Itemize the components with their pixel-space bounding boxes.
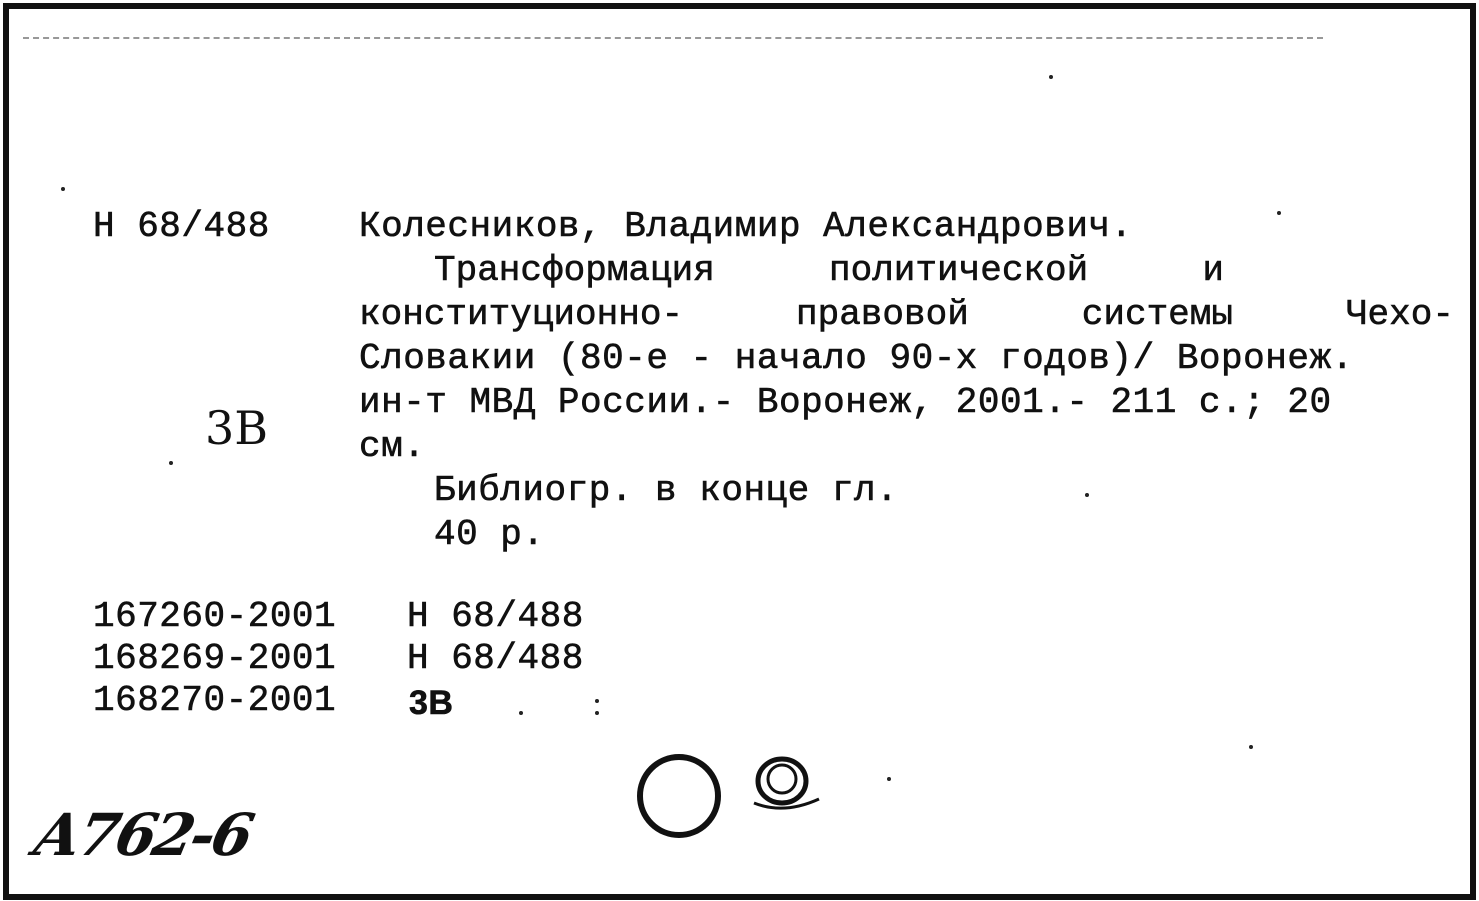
inventory-number: 167260-2001 <box>93 596 337 637</box>
title-word: политической <box>829 250 1089 291</box>
stamp-circle <box>640 757 718 835</box>
bibliography-note: Библиогр. в конце гл. <box>434 470 899 511</box>
stamp-circle-inner <box>768 765 796 793</box>
speck <box>1085 493 1089 497</box>
title-line-3: Словакии (80-е - начало 90-х годов)/ Воронеж. <box>359 338 1354 379</box>
speck <box>169 461 173 465</box>
price: 40 р. <box>434 514 545 555</box>
speck <box>887 777 891 781</box>
title-word: Трансформация <box>434 250 715 291</box>
speck <box>1249 745 1253 749</box>
inventory-number: 168270-2001 <box>93 680 337 721</box>
handwritten-location: 3В <box>205 401 269 455</box>
title-word: правовой <box>796 294 969 335</box>
speck <box>61 187 65 191</box>
inventory-location: Н 68/488 <box>407 596 584 637</box>
title-word: Чехо- <box>1345 294 1454 335</box>
speck <box>1049 75 1053 79</box>
title-word: системы <box>1081 294 1233 335</box>
title-line-1 <box>434 249 1224 293</box>
title-line-4: ин-т МВД России.- Воронеж, 2001.- 211 с.; 20 <box>359 382 1332 423</box>
title-line-5: см. <box>359 426 426 467</box>
title-line-2 <box>359 293 1454 337</box>
speck <box>595 711 599 715</box>
inventory-location: Н 68/488 <box>407 638 584 679</box>
speck <box>595 699 599 703</box>
speck <box>519 711 523 715</box>
stamp-marks <box>634 741 844 851</box>
handwritten-code: А762-6 <box>27 801 257 869</box>
title-word: конституционно- <box>359 294 684 335</box>
speck <box>1277 211 1281 215</box>
perforation-line <box>23 37 1323 39</box>
title-word: и <box>1202 250 1224 291</box>
inventory-location: 3В <box>409 684 454 722</box>
shelfmark: Н 68/488 <box>93 206 270 247</box>
catalog-card <box>3 3 1476 900</box>
inventory-number: 168269-2001 <box>93 638 337 679</box>
author: Колесников, Владимир Александрович. <box>359 206 1133 247</box>
